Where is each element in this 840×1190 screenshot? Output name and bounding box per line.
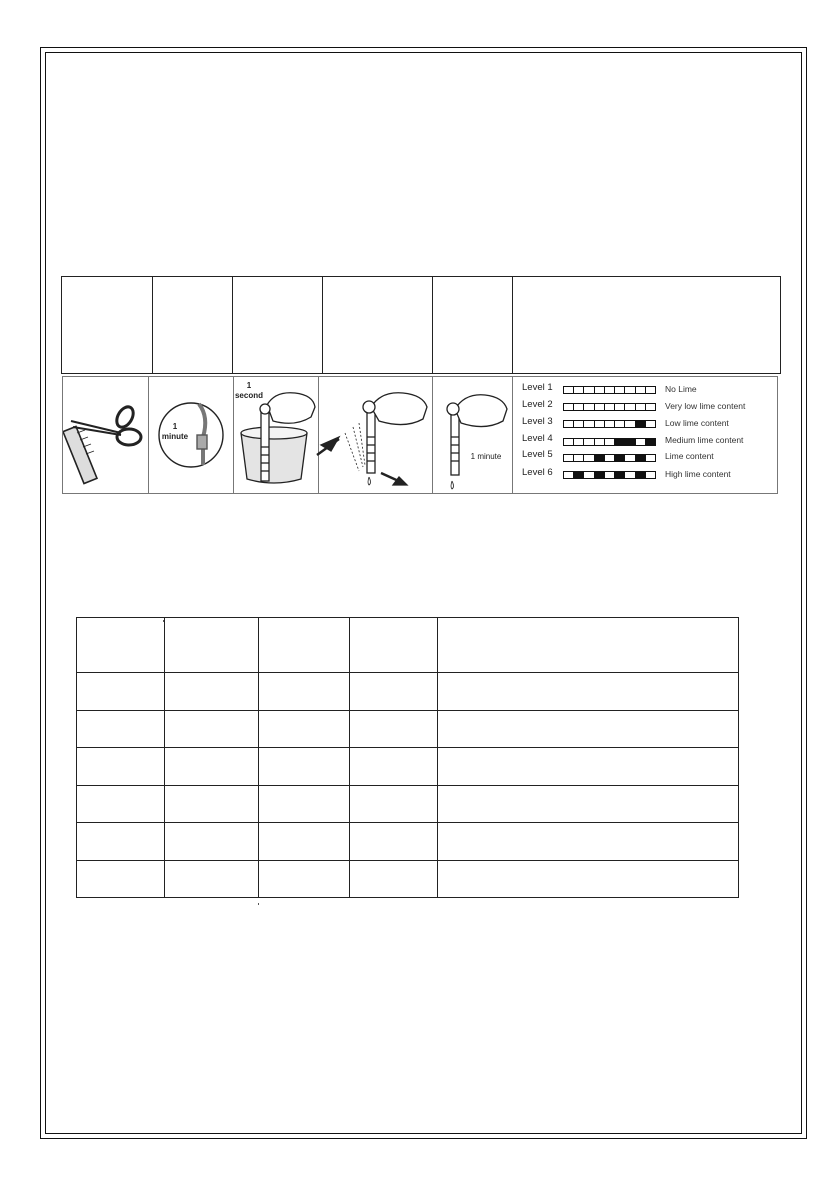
svg-text:1: 1: [172, 422, 178, 431]
strip-segment: [636, 387, 646, 393]
strip-segment: [636, 404, 646, 410]
wait-one-minute-icon: [447, 395, 507, 489]
table-cell: [164, 673, 258, 711]
table-cell: [258, 785, 349, 823]
strip-segment: [625, 472, 635, 478]
level-description: Low lime content: [665, 418, 729, 428]
level-strip: [563, 403, 656, 411]
strip-segment: [595, 421, 605, 427]
table-cell: [349, 785, 438, 823]
strip-segment: [615, 455, 625, 461]
table-cell: [349, 748, 438, 786]
strip-segment: [574, 421, 584, 427]
strip-segment: [584, 472, 594, 478]
strip-segment: [564, 387, 574, 393]
strip-segment: [625, 404, 635, 410]
strip-segment: [584, 421, 594, 427]
strip-segment: [615, 421, 625, 427]
table-cell: [77, 860, 165, 898]
strip-segment: [574, 387, 584, 393]
record-table-header-cell: [258, 618, 349, 673]
strip-segment: [625, 439, 635, 445]
record-table-header-cell: [438, 618, 739, 673]
level-description: Very low lime content: [665, 401, 746, 411]
strip-segment: [584, 439, 594, 445]
strip-segment: [564, 455, 574, 461]
strip-segment: [636, 439, 646, 445]
table-cell: [258, 823, 349, 861]
table-cell: [77, 785, 165, 823]
table-cell: [438, 860, 739, 898]
strip-segment: [595, 439, 605, 445]
svg-text:minute: minute: [161, 432, 189, 441]
table-row: [77, 673, 739, 711]
strip-segment: [636, 421, 646, 427]
table-cell: [77, 710, 165, 748]
strip-segment: [636, 472, 646, 478]
shake-strip-icon: [317, 393, 427, 485]
table-row: [77, 710, 739, 748]
record-table-header-cell: [77, 618, 165, 673]
strip-segment: [564, 439, 574, 445]
table-cell: [77, 748, 165, 786]
header-cell-divider: [322, 277, 323, 373]
record-table: [76, 617, 739, 898]
level-label: Level 1: [522, 382, 553, 393]
table-cell: [77, 673, 165, 711]
level-strip: [563, 471, 656, 479]
table-cell: [349, 710, 438, 748]
strip-segment: [605, 387, 615, 393]
record-table-header-cell: [349, 618, 438, 673]
table-row: [77, 748, 739, 786]
header-cell-divider: [152, 277, 153, 373]
svg-text:1 minute: 1 minute: [470, 452, 502, 461]
level-strip: [563, 420, 656, 428]
water-tap-circle-icon: [159, 403, 223, 467]
strip-segment: [625, 455, 635, 461]
table-row: [77, 785, 739, 823]
strip-segment: [574, 472, 584, 478]
level-description: High lime content: [665, 469, 731, 479]
test-strip-instructions-illustration: [62, 376, 778, 494]
strip-segment: [615, 387, 625, 393]
level-strip: [563, 386, 656, 394]
strip-segment: [564, 421, 574, 427]
level-description: No Lime: [665, 384, 697, 394]
strip-segment: [564, 404, 574, 410]
record-table-header-cell: [164, 618, 258, 673]
record-table-header-row: [77, 618, 739, 673]
table-cell: [77, 823, 165, 861]
strip-segment: [584, 455, 594, 461]
table-cell: [258, 748, 349, 786]
strip-segment: [646, 455, 655, 461]
table-cell: [438, 710, 739, 748]
strip-segment: [605, 404, 615, 410]
strip-segment: [584, 387, 594, 393]
table-cell: [438, 673, 739, 711]
strip-segment: [646, 472, 655, 478]
strip-segment: [574, 439, 584, 445]
strip-segment: [564, 472, 574, 478]
level-description: Lime content: [665, 451, 714, 461]
strip-segment: [636, 455, 646, 461]
table-cell: [258, 710, 349, 748]
strip-segment: [615, 439, 625, 445]
strip-segment: [605, 421, 615, 427]
strip-segment: [646, 421, 655, 427]
strip-segment: [595, 387, 605, 393]
strip-segment: [605, 439, 615, 445]
level-label: Level 6: [522, 467, 553, 478]
header-cell-divider: [512, 277, 513, 373]
strip-segment: [625, 387, 635, 393]
scan-mark: [258, 903, 259, 905]
table-cell: [349, 823, 438, 861]
page-border-inner: [45, 52, 802, 1134]
strip-segment: [595, 404, 605, 410]
strip-segment: [615, 404, 625, 410]
level-label: Level 4: [522, 433, 553, 444]
level-label: Level 5: [522, 449, 553, 460]
table-cell: [258, 860, 349, 898]
strip-segment: [646, 387, 655, 393]
table-row: [77, 823, 739, 861]
strip-segment: [605, 472, 615, 478]
level-label: Level 2: [522, 399, 553, 410]
table-cell: [438, 748, 739, 786]
strip-segment: [615, 472, 625, 478]
strip-segment: [605, 455, 615, 461]
table-cell: [164, 710, 258, 748]
table-cell: [164, 785, 258, 823]
scissors-icon: [63, 404, 141, 484]
strip-segment: [595, 455, 605, 461]
table-cell: [349, 860, 438, 898]
strip-segment: [574, 404, 584, 410]
header-cell-divider: [232, 277, 233, 373]
instruction-header-table: [61, 276, 781, 374]
table-cell: [164, 860, 258, 898]
table-cell: [438, 785, 739, 823]
strip-segment: [625, 421, 635, 427]
strip-segment: [574, 455, 584, 461]
level-description: Medium lime content: [665, 435, 744, 445]
table-row: [77, 860, 739, 898]
header-cell-divider: [432, 277, 433, 373]
strip-segment: [584, 404, 594, 410]
svg-text:1: 1: [246, 381, 252, 390]
table-cell: [164, 748, 258, 786]
dip-strip-cup-icon: [235, 381, 315, 483]
table-cell: [258, 673, 349, 711]
table-cell: [164, 823, 258, 861]
table-cell: [349, 673, 438, 711]
table-cell: [438, 823, 739, 861]
strip-segment: [646, 404, 655, 410]
strip-segment: [595, 472, 605, 478]
strip-segment: [646, 439, 655, 445]
svg-text:second: second: [234, 391, 264, 400]
level-label: Level 3: [522, 416, 553, 427]
level-strip: [563, 454, 656, 462]
level-strip: [563, 438, 656, 446]
